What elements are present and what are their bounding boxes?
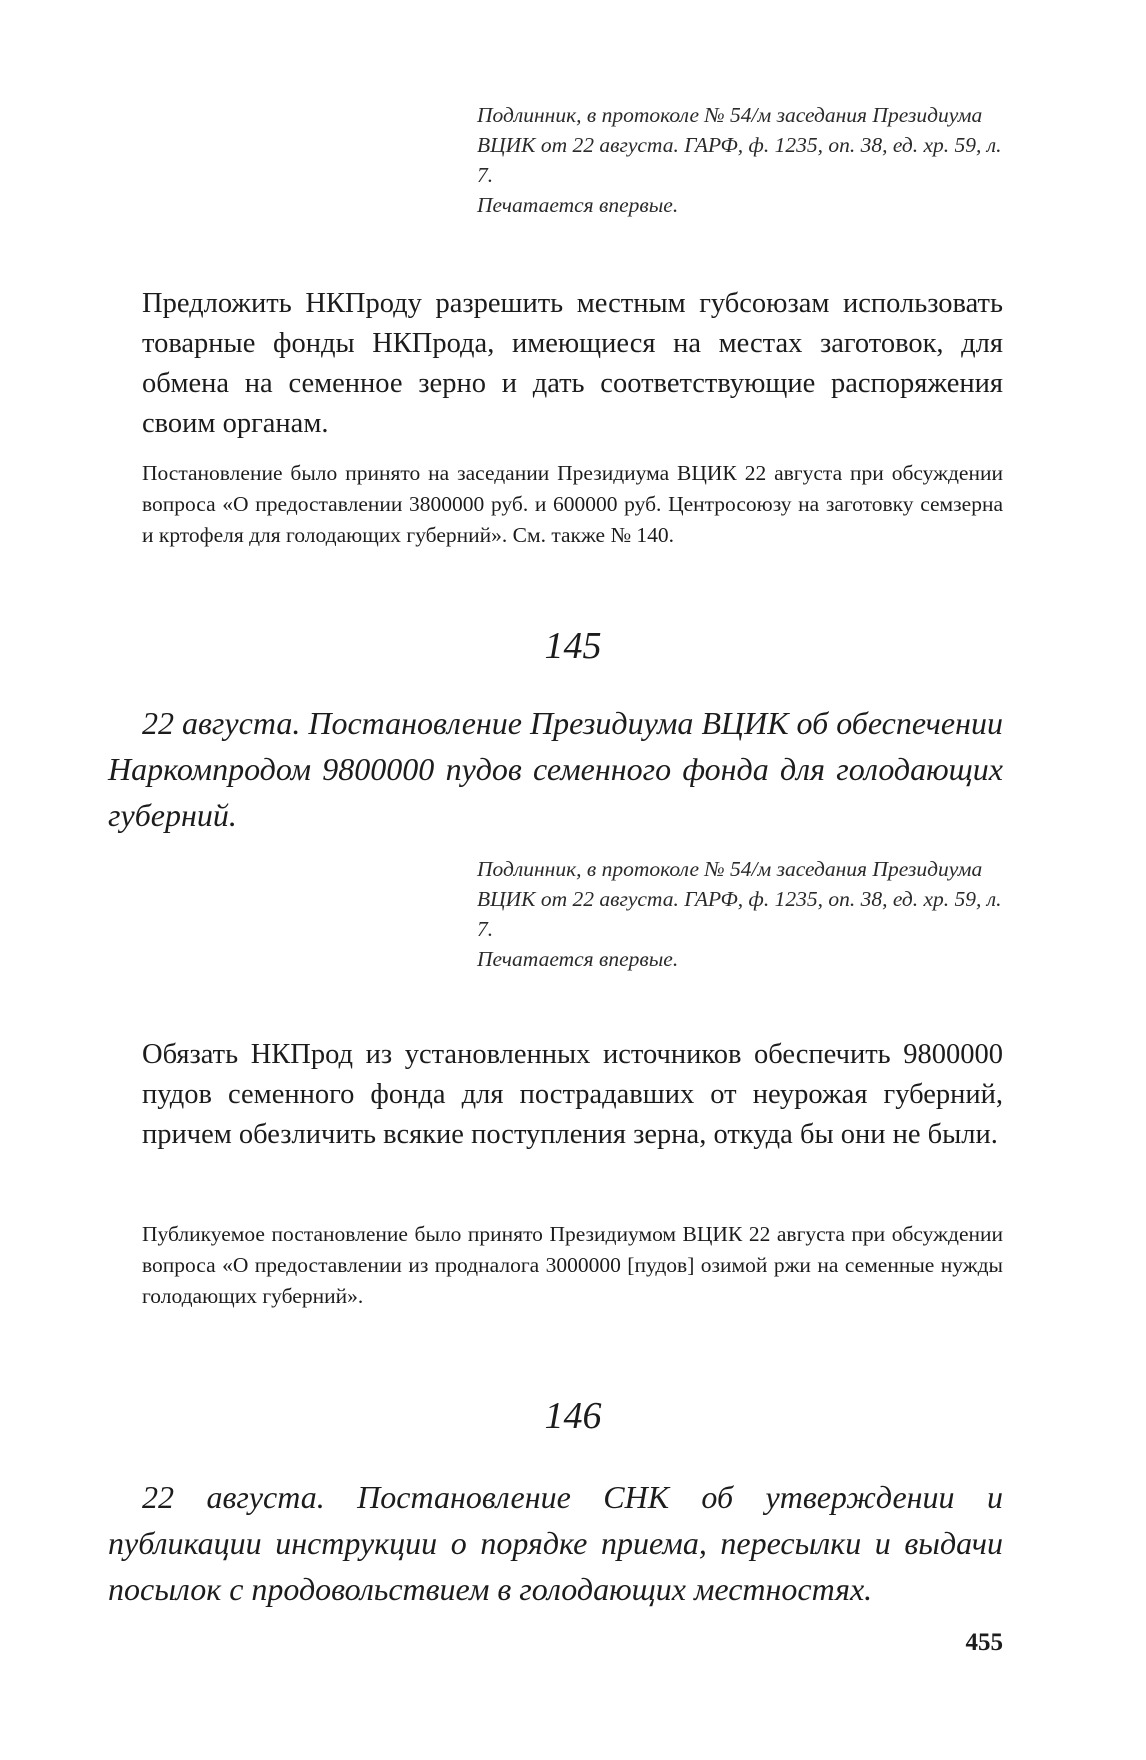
- document-number: 145: [544, 625, 602, 667]
- page-number: 455: [965, 1629, 1003, 1656]
- document-heading-text: 22 августа. Постановление Президиума ВЦИК об обеспечении Наркомпродом 9800000 пудов семенного фонда для голодающих губерний.: [108, 705, 1003, 833]
- document-body-text: Обязать НКПрод из установленных источников обеспечить 9800000 пудов семенного фонда для пострадавших от неурожая губерний, причем обезличить всякие поступления зерна, откуда бы они не были.: [142, 1039, 1003, 1150]
- archival-citation: Подлинник, в протоколе № 54/м заседания Президиума ВЦИК от 22 августа. ГАРФ, ф. 1235, оп. 38, ед. хр. 59, л. 7.: [477, 857, 1002, 941]
- document-number: 146: [544, 1395, 602, 1437]
- document-heading-text: 22 августа. Постановление СНК об утверждении и публикации инструкции о порядке приема, пересылки и выдачи посылок с продовольствием в голодающих местностях.: [108, 1479, 1003, 1607]
- archival-source-block: [477, 854, 1005, 974]
- document-heading: [108, 700, 1003, 838]
- document-heading: [108, 1474, 1003, 1612]
- publication-note: Печатается впервые.: [477, 947, 679, 971]
- editorial-comment: Постановление было принято на заседании Президиума ВЦИК 22 августа при обсуждении вопроса «О предоставлении 3800000 руб. и 600000 руб. Центросоюзу на заготовку семзерна и кртофеля для голодающих губерний». См. также № 140.: [142, 461, 1003, 547]
- archival-citation: Подлинник, в протоколе № 54/м заседания Президиума ВЦИК от 22 августа. ГАРФ, ф. 1235, оп. 38, ед. хр. 59, л. 7.: [477, 103, 1002, 187]
- document-body-text: Предложить НКПроду разрешить местным губсоюзам использовать товарные фонды НКПрода, имеющиеся на местах заготовок, для обмена на семенное зерно и дать соответствующие распоряжения своим органам.: [142, 288, 1003, 439]
- publication-note: Печатается впервые.: [477, 193, 679, 217]
- editorial-comment: Публикуемое постановление было принято Президиумом ВЦИК 22 августа при обсуждении вопроса «О предоставлении из продналога 3000000 [пудов] озимой ржи на семенные нужды голодающих губерний».: [142, 1222, 1003, 1308]
- archival-source-block: [477, 100, 1005, 220]
